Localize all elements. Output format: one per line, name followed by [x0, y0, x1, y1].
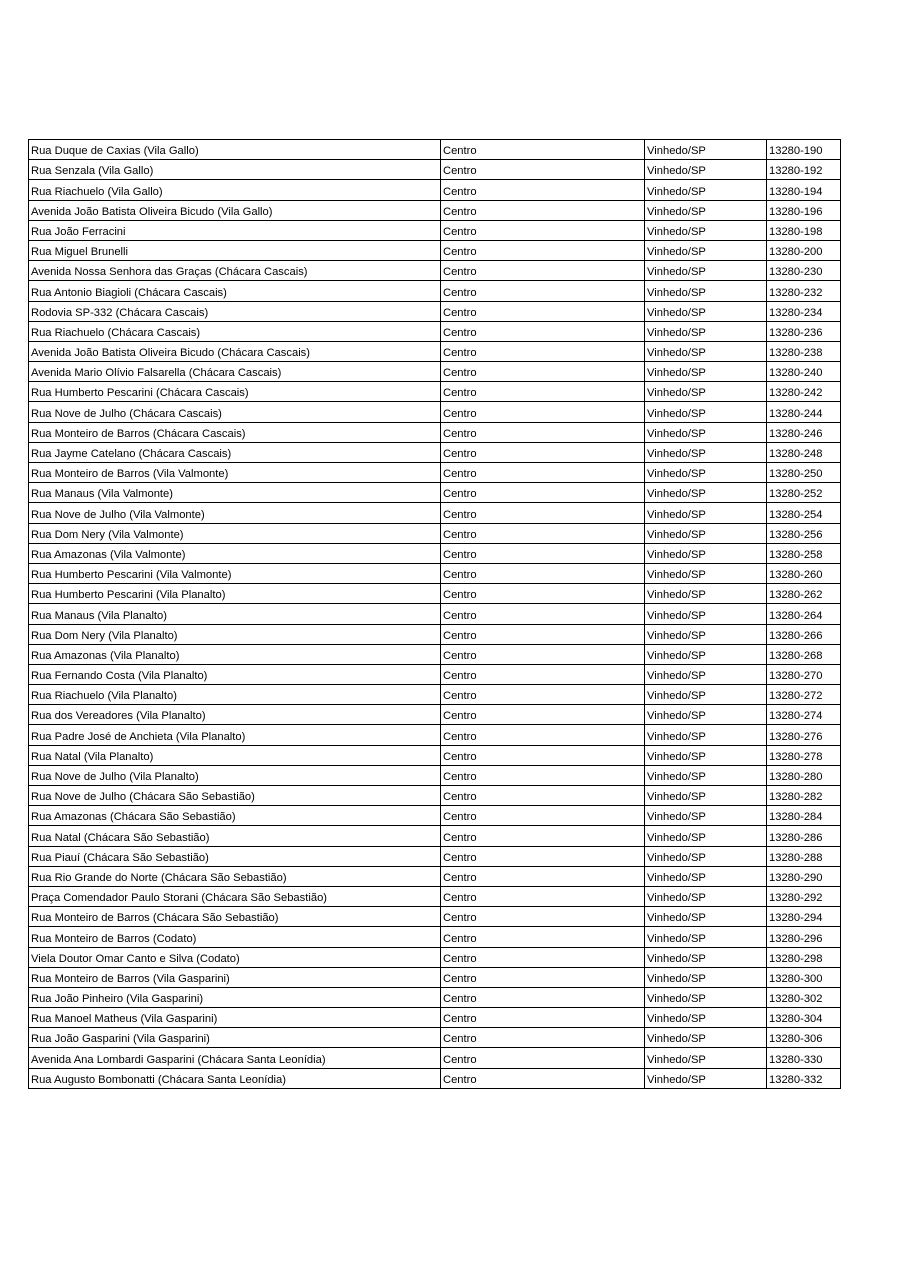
table-row: [29, 422, 841, 442]
table-row: [29, 563, 841, 583]
street-cell: Rua Monteiro de Barros (Codato): [29, 927, 441, 947]
cep-cell: 13280-332: [767, 1068, 841, 1088]
city-cell: Vinhedo/SP: [645, 705, 767, 725]
table-row: [29, 220, 841, 240]
street-cell: Rua Duque de Caxias (Vila Gallo): [29, 140, 441, 160]
cep-cell: 13280-256: [767, 523, 841, 543]
cep-cell: 13280-252: [767, 483, 841, 503]
district-cell: Centro: [441, 362, 645, 382]
table-row: [29, 967, 841, 987]
district-cell: Centro: [441, 422, 645, 442]
district-cell: Centro: [441, 664, 645, 684]
cep-cell: 13280-242: [767, 382, 841, 402]
district-cell: Centro: [441, 967, 645, 987]
cep-cell: 13280-192: [767, 160, 841, 180]
street-cell: Rua Riachuelo (Vila Gallo): [29, 180, 441, 200]
city-cell: Vinhedo/SP: [645, 281, 767, 301]
street-cell: Avenida Nossa Senhora das Graças (Chácara Cascais): [29, 261, 441, 281]
cep-cell: 13280-306: [767, 1028, 841, 1048]
district-cell: Centro: [441, 503, 645, 523]
street-cell: Rua Monteiro de Barros (Chácara Cascais): [29, 422, 441, 442]
street-cell: Rua Rio Grande do Norte (Chácara São Sebastião): [29, 866, 441, 886]
city-cell: Vinhedo/SP: [645, 563, 767, 583]
street-cell: Rua Dom Nery (Vila Planalto): [29, 624, 441, 644]
district-cell: Centro: [441, 563, 645, 583]
city-cell: Vinhedo/SP: [645, 1028, 767, 1048]
table-row: [29, 402, 841, 422]
district-cell: Centro: [441, 180, 645, 200]
table-row: [29, 503, 841, 523]
cep-cell: 13280-272: [767, 685, 841, 705]
table-row: [29, 705, 841, 725]
street-cell: Rua Monteiro de Barros (Vila Gasparini): [29, 967, 441, 987]
cep-cell: 13280-262: [767, 584, 841, 604]
table-row: [29, 321, 841, 341]
table-row: [29, 644, 841, 664]
city-cell: Vinhedo/SP: [645, 1048, 767, 1068]
table-row: [29, 362, 841, 382]
district-cell: Centro: [441, 624, 645, 644]
table-row: [29, 806, 841, 826]
cep-cell: 13280-246: [767, 422, 841, 442]
street-cell: Rua Augusto Bombonatti (Chácara Santa Leonídia): [29, 1068, 441, 1088]
table-row: [29, 886, 841, 906]
cep-cell: 13280-254: [767, 503, 841, 523]
street-cell: Rua Nove de Julho (Chácara São Sebastião): [29, 786, 441, 806]
street-cell: Rua Manaus (Vila Valmonte): [29, 483, 441, 503]
street-cell: Rua Humberto Pescarini (Chácara Cascais): [29, 382, 441, 402]
city-cell: Vinhedo/SP: [645, 745, 767, 765]
city-cell: Vinhedo/SP: [645, 422, 767, 442]
table-row: [29, 765, 841, 785]
cep-table-body: [29, 140, 841, 1089]
city-cell: Vinhedo/SP: [645, 463, 767, 483]
district-cell: Centro: [441, 826, 645, 846]
district-cell: Centro: [441, 140, 645, 160]
district-cell: Centro: [441, 927, 645, 947]
district-cell: Centro: [441, 604, 645, 624]
table-row: [29, 523, 841, 543]
street-cell: Rua João Ferracini: [29, 220, 441, 240]
district-cell: Centro: [441, 644, 645, 664]
cep-cell: 13280-282: [767, 786, 841, 806]
street-cell: Rua Monteiro de Barros (Vila Valmonte): [29, 463, 441, 483]
district-cell: Centro: [441, 463, 645, 483]
district-cell: Centro: [441, 402, 645, 422]
district-cell: Centro: [441, 584, 645, 604]
city-cell: Vinhedo/SP: [645, 523, 767, 543]
table-row: [29, 624, 841, 644]
city-cell: Vinhedo/SP: [645, 806, 767, 826]
city-cell: Vinhedo/SP: [645, 240, 767, 260]
district-cell: Centro: [441, 745, 645, 765]
street-cell: Rua Piauí (Chácara São Sebastião): [29, 846, 441, 866]
table-row: [29, 1048, 841, 1068]
cep-cell: 13280-196: [767, 200, 841, 220]
table-row: [29, 725, 841, 745]
district-cell: Centro: [441, 947, 645, 967]
cep-cell: 13280-198: [767, 220, 841, 240]
cep-cell: 13280-304: [767, 1008, 841, 1028]
district-cell: Centro: [441, 543, 645, 563]
table-row: [29, 180, 841, 200]
district-cell: Centro: [441, 160, 645, 180]
cep-cell: 13280-236: [767, 321, 841, 341]
table-row: [29, 341, 841, 361]
cep-cell: 13280-330: [767, 1048, 841, 1068]
table-row: [29, 987, 841, 1007]
city-cell: Vinhedo/SP: [645, 442, 767, 462]
district-cell: Centro: [441, 261, 645, 281]
city-cell: Vinhedo/SP: [645, 362, 767, 382]
district-cell: Centro: [441, 200, 645, 220]
district-cell: Centro: [441, 765, 645, 785]
city-cell: Vinhedo/SP: [645, 604, 767, 624]
cep-cell: 13280-250: [767, 463, 841, 483]
cep-cell: 13280-270: [767, 664, 841, 684]
district-cell: Centro: [441, 725, 645, 745]
district-cell: Centro: [441, 341, 645, 361]
cep-cell: 13280-248: [767, 442, 841, 462]
cep-table: [28, 139, 841, 1089]
district-cell: Centro: [441, 1068, 645, 1088]
cep-cell: 13280-278: [767, 745, 841, 765]
district-cell: Centro: [441, 846, 645, 866]
street-cell: Rua Amazonas (Vila Valmonte): [29, 543, 441, 563]
street-cell: Rua Natal (Chácara São Sebastião): [29, 826, 441, 846]
city-cell: Vinhedo/SP: [645, 584, 767, 604]
city-cell: Vinhedo/SP: [645, 261, 767, 281]
street-cell: Rua Humberto Pescarini (Vila Planalto): [29, 584, 441, 604]
cep-cell: 13280-232: [767, 281, 841, 301]
district-cell: Centro: [441, 523, 645, 543]
cep-cell: 13280-234: [767, 301, 841, 321]
table-row: [29, 261, 841, 281]
street-cell: Avenida Ana Lombardi Gasparini (Chácara Santa Leonídia): [29, 1048, 441, 1068]
district-cell: Centro: [441, 240, 645, 260]
city-cell: Vinhedo/SP: [645, 846, 767, 866]
district-cell: Centro: [441, 786, 645, 806]
city-cell: Vinhedo/SP: [645, 765, 767, 785]
district-cell: Centro: [441, 1008, 645, 1028]
city-cell: Vinhedo/SP: [645, 644, 767, 664]
city-cell: Vinhedo/SP: [645, 1068, 767, 1088]
street-cell: Avenida Mario Olívio Falsarella (Chácara Cascais): [29, 362, 441, 382]
cep-cell: 13280-244: [767, 402, 841, 422]
city-cell: Vinhedo/SP: [645, 160, 767, 180]
city-cell: Vinhedo/SP: [645, 685, 767, 705]
table-row: [29, 140, 841, 160]
city-cell: Vinhedo/SP: [645, 543, 767, 563]
street-cell: Rua Amazonas (Chácara São Sebastião): [29, 806, 441, 826]
table-row: [29, 927, 841, 947]
table-row: [29, 947, 841, 967]
table-row: [29, 745, 841, 765]
table-row: [29, 543, 841, 563]
city-cell: Vinhedo/SP: [645, 886, 767, 906]
table-row: [29, 200, 841, 220]
cep-cell: 13280-230: [767, 261, 841, 281]
street-cell: Viela Doutor Omar Canto e Silva (Codato): [29, 947, 441, 967]
street-cell: Avenida João Batista Oliveira Bicudo (Chácara Cascais): [29, 341, 441, 361]
table-row: [29, 685, 841, 705]
street-cell: Rua Riachuelo (Chácara Cascais): [29, 321, 441, 341]
district-cell: Centro: [441, 705, 645, 725]
cep-cell: 13280-292: [767, 886, 841, 906]
cep-cell: 13280-302: [767, 987, 841, 1007]
city-cell: Vinhedo/SP: [645, 382, 767, 402]
city-cell: Vinhedo/SP: [645, 664, 767, 684]
cep-cell: 13280-238: [767, 341, 841, 361]
city-cell: Vinhedo/SP: [645, 624, 767, 644]
table-row: [29, 281, 841, 301]
street-cell: Rua Padre José de Anchieta (Vila Planalto): [29, 725, 441, 745]
cep-cell: 13280-280: [767, 765, 841, 785]
city-cell: Vinhedo/SP: [645, 967, 767, 987]
city-cell: Vinhedo/SP: [645, 321, 767, 341]
street-cell: Rua Humberto Pescarini (Vila Valmonte): [29, 563, 441, 583]
table-row: [29, 584, 841, 604]
city-cell: Vinhedo/SP: [645, 725, 767, 745]
city-cell: Vinhedo/SP: [645, 220, 767, 240]
table-row: [29, 442, 841, 462]
district-cell: Centro: [441, 301, 645, 321]
cep-cell: 13280-276: [767, 725, 841, 745]
cep-cell: 13280-274: [767, 705, 841, 725]
cep-cell: 13280-266: [767, 624, 841, 644]
street-cell: Rua Miguel Brunelli: [29, 240, 441, 260]
table-row: [29, 1068, 841, 1088]
table-row: [29, 866, 841, 886]
cep-cell: 13280-200: [767, 240, 841, 260]
table-row: [29, 826, 841, 846]
street-cell: Rua Amazonas (Vila Planalto): [29, 644, 441, 664]
district-cell: Centro: [441, 886, 645, 906]
cep-cell: 13280-284: [767, 806, 841, 826]
city-cell: Vinhedo/SP: [645, 483, 767, 503]
table-row: [29, 846, 841, 866]
city-cell: Vinhedo/SP: [645, 402, 767, 422]
street-cell: Rua João Pinheiro (Vila Gasparini): [29, 987, 441, 1007]
city-cell: Vinhedo/SP: [645, 786, 767, 806]
city-cell: Vinhedo/SP: [645, 907, 767, 927]
table-row: [29, 240, 841, 260]
cep-cell: 13280-298: [767, 947, 841, 967]
table-row: [29, 786, 841, 806]
street-cell: Rua Monteiro de Barros (Chácara São Sebastião): [29, 907, 441, 927]
cep-cell: 13280-268: [767, 644, 841, 664]
district-cell: Centro: [441, 806, 645, 826]
table-row: [29, 664, 841, 684]
cep-cell: 13280-264: [767, 604, 841, 624]
table-row: [29, 907, 841, 927]
district-cell: Centro: [441, 442, 645, 462]
street-cell: Rua dos Vereadores (Vila Planalto): [29, 705, 441, 725]
table-row: [29, 604, 841, 624]
street-cell: Rua Nove de Julho (Vila Planalto): [29, 765, 441, 785]
cep-cell: 13280-290: [767, 866, 841, 886]
city-cell: Vinhedo/SP: [645, 503, 767, 523]
cep-cell: 13280-240: [767, 362, 841, 382]
cep-cell: 13280-300: [767, 967, 841, 987]
district-cell: Centro: [441, 866, 645, 886]
cep-cell: 13280-294: [767, 907, 841, 927]
street-cell: Rua Senzala (Vila Gallo): [29, 160, 441, 180]
street-cell: Rua Jayme Catelano (Chácara Cascais): [29, 442, 441, 462]
city-cell: Vinhedo/SP: [645, 987, 767, 1007]
district-cell: Centro: [441, 483, 645, 503]
table-row: [29, 1008, 841, 1028]
district-cell: Centro: [441, 987, 645, 1007]
city-cell: Vinhedo/SP: [645, 826, 767, 846]
district-cell: Centro: [441, 281, 645, 301]
street-cell: Rua Fernando Costa (Vila Planalto): [29, 664, 441, 684]
city-cell: Vinhedo/SP: [645, 1008, 767, 1028]
street-cell: Rua Nove de Julho (Vila Valmonte): [29, 503, 441, 523]
city-cell: Vinhedo/SP: [645, 301, 767, 321]
street-cell: Rua João Gasparini (Vila Gasparini): [29, 1028, 441, 1048]
cep-cell: 13280-286: [767, 826, 841, 846]
district-cell: Centro: [441, 685, 645, 705]
table-row: [29, 160, 841, 180]
table-row: [29, 483, 841, 503]
district-cell: Centro: [441, 907, 645, 927]
city-cell: Vinhedo/SP: [645, 927, 767, 947]
city-cell: Vinhedo/SP: [645, 200, 767, 220]
cep-cell: 13280-190: [767, 140, 841, 160]
street-cell: Rua Nove de Julho (Chácara Cascais): [29, 402, 441, 422]
street-cell: Rua Riachuelo (Vila Planalto): [29, 685, 441, 705]
cep-cell: 13280-296: [767, 927, 841, 947]
city-cell: Vinhedo/SP: [645, 341, 767, 361]
district-cell: Centro: [441, 382, 645, 402]
street-cell: Rua Manaus (Vila Planalto): [29, 604, 441, 624]
city-cell: Vinhedo/SP: [645, 866, 767, 886]
street-cell: Rua Natal (Vila Planalto): [29, 745, 441, 765]
district-cell: Centro: [441, 321, 645, 341]
district-cell: Centro: [441, 1028, 645, 1048]
street-cell: Rua Manoel Matheus (Vila Gasparini): [29, 1008, 441, 1028]
city-cell: Vinhedo/SP: [645, 180, 767, 200]
street-cell: Rua Antonio Biagioli (Chácara Cascais): [29, 281, 441, 301]
table-row: [29, 382, 841, 402]
street-cell: Praça Comendador Paulo Storani (Chácara São Sebastião): [29, 886, 441, 906]
table-row: [29, 1028, 841, 1048]
cep-cell: 13280-258: [767, 543, 841, 563]
district-cell: Centro: [441, 1048, 645, 1068]
cep-cell: 13280-288: [767, 846, 841, 866]
cep-cell: 13280-260: [767, 563, 841, 583]
district-cell: Centro: [441, 220, 645, 240]
table-row: [29, 301, 841, 321]
table-row: [29, 463, 841, 483]
street-cell: Rodovia SP-332 (Chácara Cascais): [29, 301, 441, 321]
city-cell: Vinhedo/SP: [645, 947, 767, 967]
street-cell: Rua Dom Nery (Vila Valmonte): [29, 523, 441, 543]
cep-cell: 13280-194: [767, 180, 841, 200]
street-cell: Avenida João Batista Oliveira Bicudo (Vila Gallo): [29, 200, 441, 220]
city-cell: Vinhedo/SP: [645, 140, 767, 160]
